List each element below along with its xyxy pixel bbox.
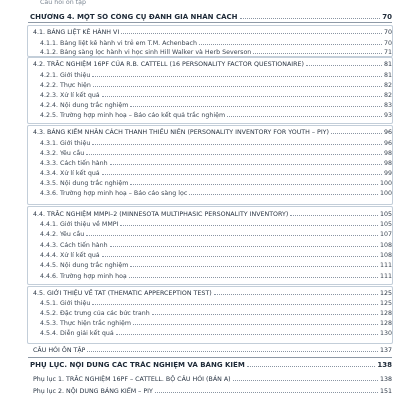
- toc-dot-leader: [87, 351, 378, 352]
- toc-dot-leader: [227, 116, 382, 117]
- toc-page-number: 125: [379, 300, 392, 307]
- toc-entry-title: 4.4.1. Giới thiệu về MMPI: [40, 221, 119, 228]
- toc-entry-title: 4.4.6. Trường hợp minh hoạ: [40, 273, 127, 280]
- toc-page-number: 111: [379, 262, 392, 269]
- toc-subsection-entry[interactable]: [0, 241, 400, 250]
- toc-page-number: 151: [379, 388, 392, 395]
- toc-dot-leader: [92, 144, 382, 145]
- toc-entry-title: 4.5.3. Thực hiện trắc nghiệm: [40, 320, 132, 327]
- toc-page-number: 96: [383, 140, 392, 147]
- toc-entry-title: 4.4.5. Nội dung trắc nghiệm: [40, 262, 129, 269]
- toc-entry-title: CÂU HỎI ÔN TẬP: [33, 347, 86, 354]
- toc-dot-leader: [110, 246, 378, 247]
- toc-dot-leader: [155, 392, 378, 393]
- toc-dot-leader: [189, 194, 378, 195]
- toc-page-number: 70: [383, 40, 392, 47]
- toc-page-number: 96: [383, 129, 392, 136]
- toc-section-entry[interactable]: [0, 28, 400, 37]
- toc-entry-title: 4.4.3. Cách tiến hành: [40, 242, 108, 249]
- toc-dot-leader: [121, 33, 382, 34]
- toc-entry-title: 4.3.5. Nội dung trắc nghiệm: [40, 180, 129, 187]
- toc-subsection-entry[interactable]: [0, 261, 400, 270]
- toc-page-number: 105: [379, 221, 392, 228]
- toc-dot-leader: [86, 235, 378, 236]
- toc-subsection-entry[interactable]: [0, 272, 400, 281]
- toc-page-number: 98: [383, 150, 392, 157]
- toc-entry-title: PHỤ LỤC. NỘI DUNG CÁC TRẮC NGHIỆM VÀ BẢNG KIỂM: [30, 361, 245, 369]
- toc-dot-leader: [240, 18, 380, 19]
- toc-page-number: 81: [383, 61, 392, 68]
- toc-entry-title: 4.2.3. Xử lí kết quả: [40, 92, 100, 99]
- toc-entry-title: 4.2.5. Trường hợp minh hoạ – Báo cáo kết quả trắc nghiệm: [40, 112, 226, 119]
- toc-dot-leader: [253, 53, 382, 54]
- toc-dot-leader: [116, 334, 378, 335]
- toc-section-entry[interactable]: [0, 346, 400, 355]
- toc-subsection-entry[interactable]: [0, 309, 400, 318]
- toc-subsection-entry[interactable]: [0, 230, 400, 239]
- chapter-rule: [28, 22, 392, 23]
- toc-dot-leader: [130, 184, 378, 185]
- toc-page-number: 108: [379, 252, 392, 259]
- toc-section-entry[interactable]: [0, 387, 400, 396]
- toc-page-number: 100: [379, 190, 392, 197]
- toc-page-number: 138: [379, 376, 392, 383]
- toc-subsection-entry[interactable]: [0, 101, 400, 110]
- toc-page-number: 93: [383, 112, 392, 119]
- appendix-rule: [28, 357, 392, 358]
- toc-dot-leader: [306, 65, 382, 66]
- toc-entry-title: 4.3.6. Trường hợp minh hoạ – Báo cáo sàng lọc: [40, 190, 188, 197]
- toc-page-number: 70: [382, 13, 392, 21]
- toc-entry-title: 4.2.4. Nội dung trắc nghiệm: [40, 102, 129, 109]
- toc-section-entry[interactable]: [0, 289, 400, 298]
- toc-dot-leader: [110, 164, 382, 165]
- toc-page-number: 100: [379, 180, 392, 187]
- toc-subsection-entry[interactable]: [0, 39, 400, 48]
- toc-section-entry[interactable]: [0, 375, 400, 384]
- toc-entry-title: 4.1.2. Bảng sàng lọc hành vi học sinh Hill Walker và Herb Severson: [40, 49, 252, 56]
- toc-section-entry[interactable]: [0, 60, 400, 69]
- toc-subsection-entry[interactable]: [0, 139, 400, 148]
- toc-entry-title: 4.1.1. Bảng liệt kê hành vi trẻ em T.M. Achenbach: [40, 40, 197, 47]
- toc-page-number: 83: [383, 102, 392, 109]
- toc-entry-title: 4.3.1. Giới thiệu: [40, 140, 91, 147]
- toc-page-number: 128: [379, 320, 392, 327]
- toc-entry-title: 4.2.2. Thực hiện: [40, 82, 91, 89]
- toc-section-entry[interactable]: [0, 128, 400, 137]
- toc-entry-title: 4.5.4. Diễn giải kết quả: [40, 330, 114, 337]
- toc-dot-leader: [130, 106, 382, 107]
- toc-subsection-entry[interactable]: [0, 159, 400, 168]
- toc-dot-leader: [92, 304, 378, 305]
- toc-subsection-entry[interactable]: [0, 169, 400, 178]
- toc-dot-leader: [247, 366, 375, 367]
- toc-subsection-entry[interactable]: [0, 81, 400, 90]
- toc-dot-leader: [93, 86, 382, 87]
- toc-entry-title: 4.4.2. Yêu cầu: [40, 231, 85, 238]
- toc-page-number: 71: [383, 49, 392, 56]
- toc-page-number: 125: [379, 290, 392, 297]
- toc-dot-leader: [92, 76, 382, 77]
- toc-subsection-entry[interactable]: [0, 179, 400, 188]
- toc-entry-title: Phụ lục 2. NỘI DUNG BẢNG KIỂM – PIY: [33, 388, 153, 395]
- toc-dot-leader: [102, 96, 382, 97]
- toc-page-number: 111: [379, 273, 392, 280]
- toc-page-number: 82: [383, 92, 392, 99]
- toc-page-number: 99: [383, 170, 392, 177]
- toc-entry-title: 4.2.1. Giới thiệu: [40, 72, 91, 79]
- toc-page-number: 105: [379, 211, 392, 218]
- toc-dot-leader: [290, 215, 378, 216]
- toc-subsection-entry[interactable]: [0, 2, 400, 11]
- toc-dot-leader: [130, 266, 378, 267]
- toc-dot-leader: [86, 154, 382, 155]
- toc-entry-title: 4.5.2. Đặc trưng của các bức tranh: [40, 310, 150, 317]
- toc-subsection-entry[interactable]: [0, 329, 400, 338]
- toc-dot-leader: [233, 380, 378, 381]
- toc-dot-leader: [331, 133, 382, 134]
- toc-dot-leader: [199, 44, 382, 45]
- toc-page-number: 70: [383, 29, 392, 36]
- toc-dot-leader: [120, 225, 378, 226]
- toc-entry-title: 4.5. GIỚI THIỆU VỀ TAT (THEMATIC APPERCEPTION TEST): [33, 290, 212, 297]
- toc-chapter-entry[interactable]: [0, 13, 400, 22]
- toc-subsection-entry[interactable]: [0, 91, 400, 100]
- toc-entry-title: Câu hỏi ôn tập: [40, 0, 87, 6]
- toc-page-number: 130: [379, 330, 392, 337]
- toc-page-number: 98: [383, 160, 392, 167]
- toc-section-entry[interactable]: [0, 210, 400, 219]
- toc-subsection-entry[interactable]: [0, 220, 400, 229]
- toc-subsection-entry[interactable]: [0, 149, 400, 158]
- toc-entry-title: 4.2. TRẮC NGHIỆM 16PF CỦA R.B. CATTELL (16 PERSONALITY FACTOR QUESTIONAIRE): [33, 61, 304, 68]
- toc-dot-leader: [102, 174, 382, 175]
- toc-page-number: 137: [379, 347, 392, 354]
- toc-dot-leader: [214, 294, 378, 295]
- toc-subsection-entry[interactable]: [0, 251, 400, 260]
- toc-entry-title: 4.3.4. Xử lí kết quả: [40, 170, 100, 177]
- toc-entry-title: 4.4.4. Xử lí kết quả: [40, 252, 100, 259]
- toc-entry-title: 4.5.1. Giới thiệu: [40, 300, 91, 307]
- toc-entry-title: 4.3. BẢNG KIỂM NHÂN CÁCH THANH THIẾU NIÊN (PERSONALITY INVENTORY FOR YOUTH – PIY): [33, 129, 329, 136]
- toc-entry-title: CHƯƠNG 4. MỘT SỐ CÔNG CỤ ĐÁNH GIÁ NHÂN CÁCH: [30, 13, 238, 21]
- toc-subsection-entry[interactable]: [0, 48, 400, 57]
- toc-entry-title: 4.4. TRẮC NGHIỆM MMPI–2 (MINNESOTA MULTIPHASIC PERSONALITY INVENTORY): [33, 211, 289, 218]
- toc-dot-leader: [129, 277, 378, 278]
- toc-entry-title: 4.1. BẢNG LIỆT KÊ HÀNH VI: [33, 29, 120, 36]
- toc-page-number: 81: [383, 72, 392, 79]
- toc-subsection-entry[interactable]: [0, 71, 400, 80]
- toc-subsection-entry[interactable]: [0, 299, 400, 308]
- toc-subsection-entry[interactable]: [0, 319, 400, 328]
- toc-page-number: 107: [379, 231, 392, 238]
- toc-dot-leader: [102, 256, 378, 257]
- toc-subsection-entry[interactable]: [0, 189, 400, 198]
- toc-page-number: 138: [377, 361, 392, 369]
- toc-page-number: 82: [383, 82, 392, 89]
- toc-page-number: 108: [379, 242, 392, 249]
- toc-dot-leader: [133, 324, 378, 325]
- toc-entry-title: 4.3.3. Cách tiến hành: [40, 160, 108, 167]
- toc-chapter-entry[interactable]: [0, 361, 400, 370]
- toc-page-number: 128: [379, 310, 392, 317]
- toc-subsection-entry[interactable]: [0, 111, 400, 120]
- toc-entry-title: 4.3.2. Yêu cầu: [40, 150, 85, 157]
- toc-dot-leader: [152, 314, 378, 315]
- toc-entry-title: Phụ lục 1. TRẮC NGHIỆM 16PF – CATTELL. BỘ CÂU HỎI (BẢN A): [33, 376, 231, 383]
